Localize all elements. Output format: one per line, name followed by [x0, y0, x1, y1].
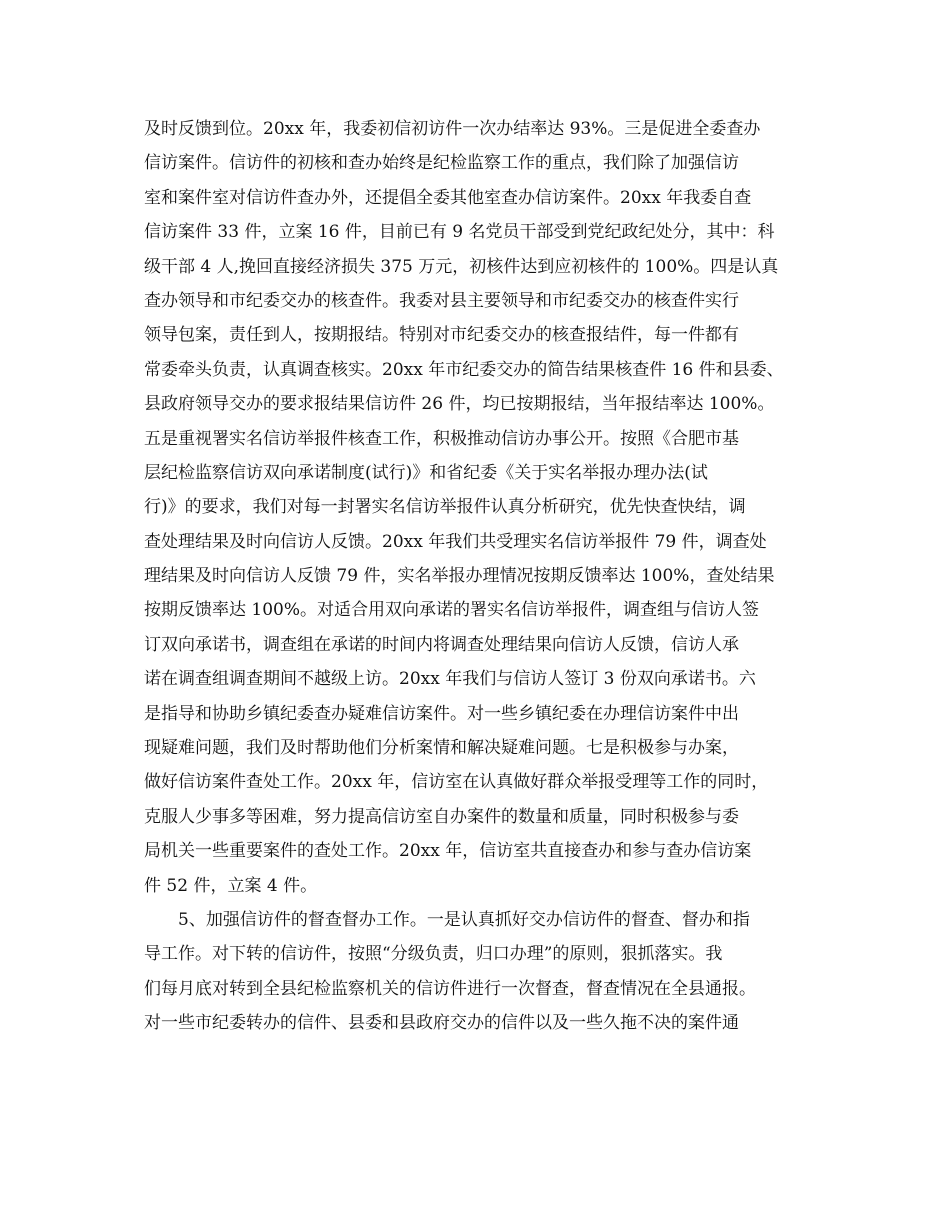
text-line: 及时反馈到位。20xx 年，我委初信初访件一次办结率达 93%。三是促进全委查办	[144, 119, 761, 139]
text-line: 信访案件 33 件，立案 16 件，目前已有 9 名党员干部受到党纪政纪处分，其中：科	[144, 222, 775, 243]
document-body	[144, 112, 824, 1041]
text-line: 行)》的要求，我们对每一封署实名信访举报件认真分析研究，优先快查快结，调	[144, 497, 746, 518]
text-line: 做好信访案件查处工作。20xx 年，信访室在认真做好群众举报受理等工作的同时，	[144, 772, 769, 793]
text-line: 局机关一些重要案件的查处工作。20xx 年，信访室共直接查办和参与查办信访案	[144, 841, 752, 862]
text-line: 导工作。对下转的信访件，按照“分级负责，归口办理”的原则，狠抓落实。我	[144, 944, 723, 965]
paragraph-start-line: 5、加强信访件的督查督办工作。一是认真抓好交办信访件的督查、督办和指	[178, 909, 750, 930]
text-line: 按期反馈率达 100%。对适合用双向承诺的署实名信访举报件，调查组与信访人签	[144, 600, 760, 621]
text-line: 们每月底对转到全县纪检监察机关的信访件进行一次督查，督查情况在全县通报。	[144, 978, 756, 999]
text-line: 诺在调查组调查期间不越级上访。20xx 年我们与信访人签订 3 份双向承诺书。六	[144, 669, 756, 690]
text-line: 理结果及时向信访人反馈 79 件，实名举报办理情况按期反馈率达 100%，查处结果	[144, 566, 775, 587]
text-line: 查办领导和市纪委交办的核查件。我委对县主要领导和市纪委交办的核查件实行	[144, 290, 739, 311]
text-line: 订双向承诺书，调查组在承诺的时间内将调查处理结果向信访人反馈，信访人承	[144, 634, 739, 655]
text-line: 信访案件。信访件的初核和查办始终是纪检监察工作的重点，我们除了加强信访	[144, 153, 739, 174]
text-line: 对一些市纪委转办的信件、县委和县政府交办的信件以及一些久拖不决的案件通	[144, 1013, 739, 1034]
text-line: 是指导和协助乡镇纪委查办疑难信访案件。对一些乡镇纪委在办理信访案件中出	[144, 703, 739, 724]
text-line: 室和案件室对信访件查办外，还提倡全委其他室查办信访案件。20xx 年我委自查	[144, 187, 752, 208]
text-line: 常委牵头负责，认真调查核实。20xx 年市纪委交办的简告结果核查件 16 件和县委、	[144, 359, 784, 380]
text-line: 现疑难问题，我们及时帮助他们分析案情和解决疑难问题。七是积极参与办案，	[144, 738, 739, 759]
text-line: 件 52 件，立案 4 件。	[144, 875, 318, 896]
text-line: 领导包案，责任到人，按期报结。特别对市纪委交办的核查报结件，每一件都有	[144, 325, 739, 346]
text-line: 查处理结果及时向信访人反馈。20xx 年我们共受理实名信访举报件 79 件，调查处	[144, 531, 767, 552]
text-line: 级干部 4 人,挽回直接经济损失 375 万元，初核件达到应初核件的 100%。四是认真	[144, 256, 779, 277]
text-line: 克服人少事多等困难，努力提高信访室自办案件的数量和质量，同时积极参与委	[144, 806, 739, 827]
text-line: 层纪检监察信访双向承诺制度(试行)》和省纪委《关于实名举报办理办法(试	[144, 462, 708, 483]
text-line: 五是重视署实名信访举报件核查工作，积极推动信访办事公开。按照《合肥市基	[144, 428, 739, 449]
text-line: 县政府领导交办的要求报结果信访件 26 件，均已按期报结，当年报结率达 100%。	[144, 394, 775, 415]
